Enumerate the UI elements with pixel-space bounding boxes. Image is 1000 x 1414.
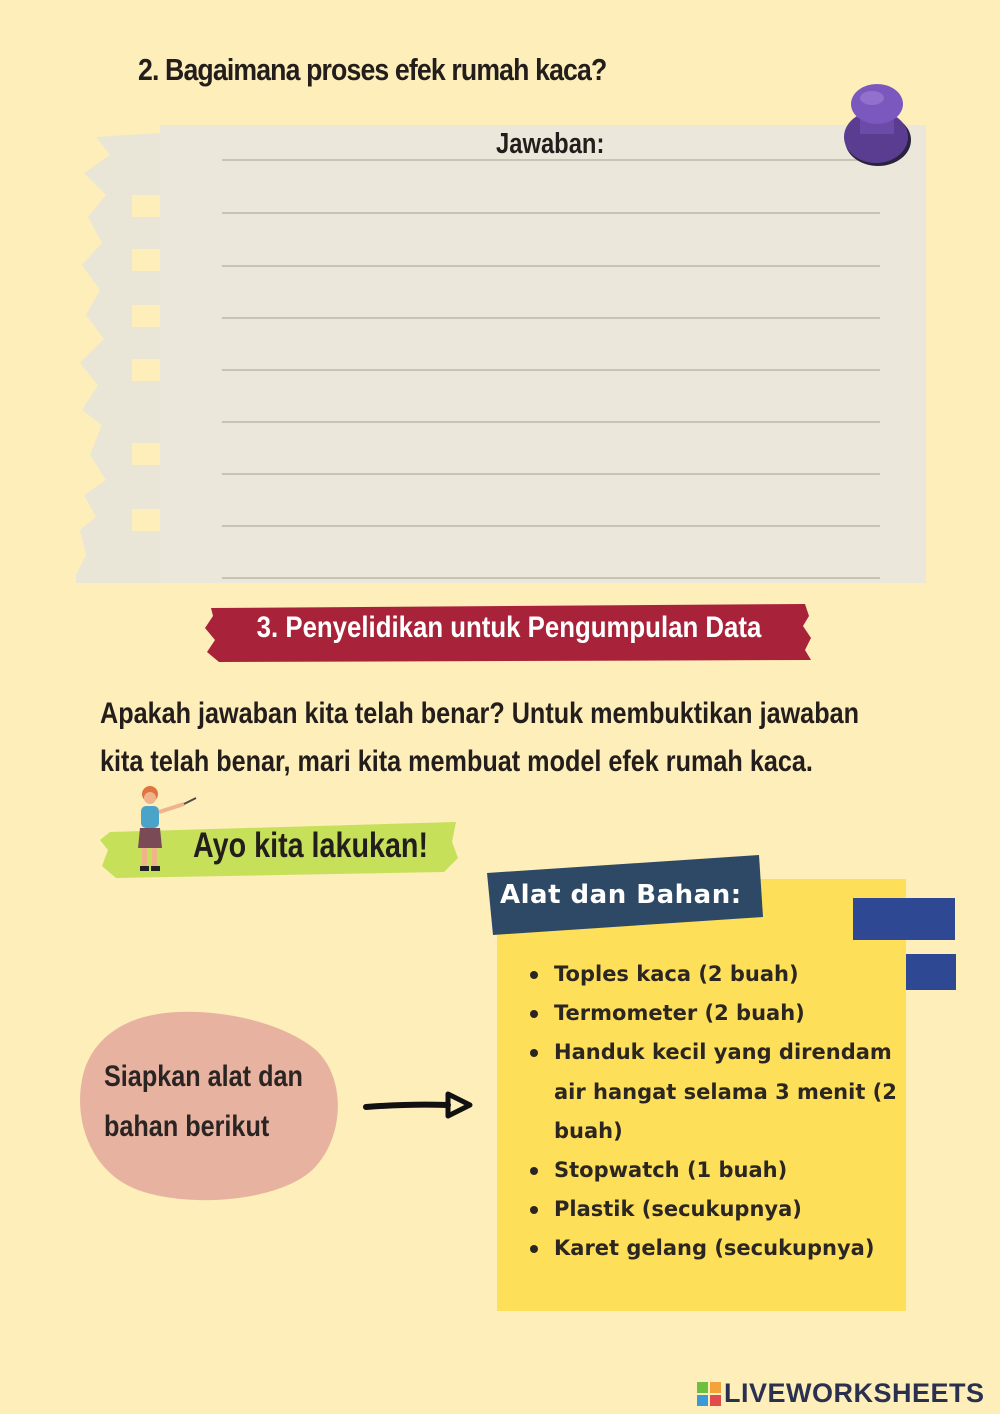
prep-text: Siapkan alat dan bahan berikut: [104, 1060, 303, 1143]
list-item: Karet gelang (secukupnya): [528, 1229, 898, 1268]
question-title: 2. Bagaimana proses efek rumah kaca?: [138, 52, 607, 87]
list-item: Termometer (2 buah): [528, 994, 898, 1033]
list-item: Toples kaca (2 buah): [528, 955, 898, 994]
answer-textarea[interactable]: [222, 172, 882, 576]
materials-title: Alat dan Bahan:: [500, 880, 742, 910]
intro-text: Apakah jawaban kita telah benar? Untuk membuktikan jawaban kita telah benar, mari kita membuat model efek rumah kaca.: [100, 697, 860, 778]
sticky-tab: [906, 954, 956, 990]
materials-list: [528, 955, 898, 1269]
push-pin-icon: [838, 82, 916, 168]
arrow-right-icon: [362, 1088, 474, 1122]
list-item: Plastik (secukupnya): [528, 1190, 898, 1229]
liveworksheets-logo-icon: [697, 1382, 721, 1406]
section-banner-text: 3. Penyelidikan untuk Pengumpulan Data: [256, 611, 762, 644]
answer-label: Jawaban:: [496, 128, 605, 160]
teacher-icon: [128, 782, 198, 872]
sticky-tab: [853, 898, 955, 940]
list-item: Handuk kecil yang direndam air hangat selama 3 menit (2 buah): [528, 1033, 898, 1151]
list-item: Stopwatch (1 buah): [528, 1151, 898, 1190]
ayo-label: Ayo kita lakukan!: [193, 826, 429, 865]
brand-text: LIVEWORKSHEETS: [724, 1378, 985, 1408]
